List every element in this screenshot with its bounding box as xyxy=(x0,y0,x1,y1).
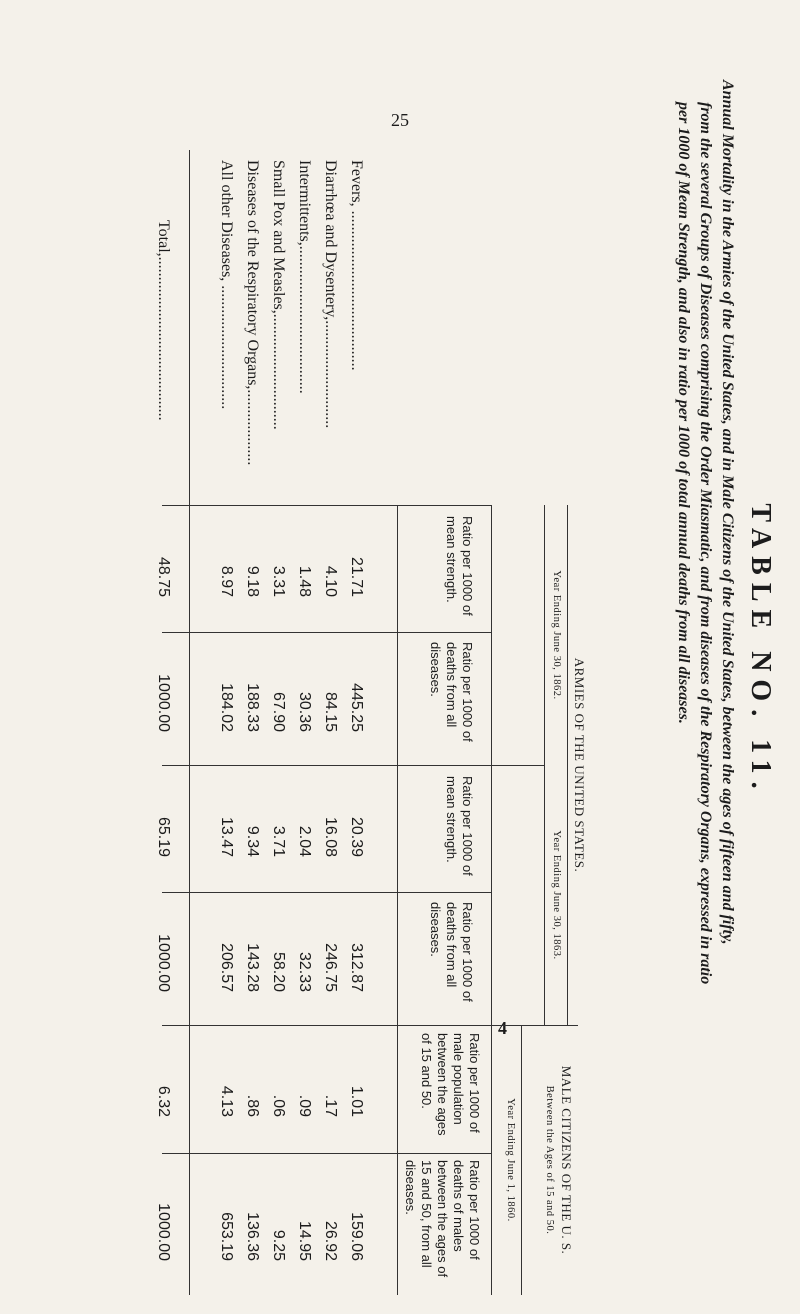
bottom-page-number: 4 xyxy=(498,1018,507,1038)
total-cell: 65.19 xyxy=(155,816,172,857)
table-cell: 30.36 xyxy=(296,691,313,732)
table-cell: 184.02 xyxy=(218,683,235,732)
citizens-header-underline xyxy=(521,1025,522,1295)
total-cell: 1000.00 xyxy=(155,674,172,732)
table-cell: 14.95 xyxy=(296,1220,313,1261)
table-cell: 4.13 xyxy=(218,1085,235,1117)
table-cell: 9.34 xyxy=(244,825,261,857)
table-cell: 206.57 xyxy=(218,943,235,992)
column-header-top-rule xyxy=(491,505,492,1295)
table-title: TABLE NO. 11. xyxy=(745,503,776,797)
column-header: Ratio per 1000 of deaths from all diseases. xyxy=(428,642,475,742)
table-cell: 84.15 xyxy=(322,691,339,732)
table-cell: 312.87 xyxy=(348,943,365,992)
column-header: Ratio per 1000 of mean strength. xyxy=(444,776,475,876)
table-cell: 26.92 xyxy=(322,1220,339,1261)
total-separator-rule xyxy=(189,150,190,1295)
column-header: Ratio per 1000 of deaths of males between the ages of 15 and 50, from all diseases. xyxy=(403,1160,482,1278)
male-citizens-header: MALE CITIZENS OF THE U. S. xyxy=(559,1065,574,1255)
page-number: 25 xyxy=(391,110,409,130)
column-header: Ratio per 1000 of deaths from all diseases. xyxy=(428,902,475,1002)
table-cell: 9.18 xyxy=(244,565,261,597)
armies-underline xyxy=(567,505,568,1025)
table-cell: 2.04 xyxy=(296,825,313,857)
row-label: Diseases of the Respiratory Organs,................... xyxy=(244,160,261,466)
column-header: Ratio per 1000 of mean strength. xyxy=(444,516,475,616)
total-cell: 1000.00 xyxy=(155,1203,172,1261)
table-cell: 3.31 xyxy=(270,565,287,597)
table-cell: 653.19 xyxy=(218,1212,235,1261)
total-cell: 6.32 xyxy=(155,1085,172,1117)
table-cell: 58.20 xyxy=(270,951,287,992)
table-cell: 67.90 xyxy=(270,691,287,732)
row-label: Small Pox and Measles,............................. xyxy=(270,160,287,430)
table-cell: 8.97 xyxy=(218,565,235,597)
row-label: All other Diseases, ............................... xyxy=(218,160,235,410)
caption-line-2: from the several Groups of Diseases comprising the Order Miasmatic, and from diseases of the Respiratory Organs, expressed in ratio xyxy=(697,102,714,985)
column-header: Ratio per 1000 of male population between the ages of 15 and 50. xyxy=(419,1033,482,1136)
table-cell: 143.28 xyxy=(244,943,261,992)
row-label: Diarrhœa and Dysentery,........................... xyxy=(322,160,339,429)
table-cell: 13.47 xyxy=(218,816,235,857)
table-cell: .86 xyxy=(244,1094,261,1117)
caption-line-1: Annual Mortality in the Armies of the United States, and in Male Citizens of the United States, between the ages of fifteen and fifty, xyxy=(719,80,736,945)
table-caption xyxy=(672,80,738,1060)
table-cell: 188.33 xyxy=(244,683,261,732)
table-cell: 3.71 xyxy=(270,825,287,857)
table-cell: .09 xyxy=(296,1094,313,1117)
year-1862-header: Year Ending June 30, 1862. xyxy=(551,570,562,700)
table-cell: 20.39 xyxy=(348,816,365,857)
table-cell: 9.25 xyxy=(270,1229,287,1261)
table-cell: 136.36 xyxy=(244,1212,261,1261)
total-cell: 1000.00 xyxy=(155,934,172,992)
table-cell: .06 xyxy=(270,1094,287,1117)
row-label: Fevers, ........................................ xyxy=(348,160,365,371)
age-range-header: Between the Ages of 15 and 50. xyxy=(544,1085,555,1235)
table-cell: 445.25 xyxy=(348,683,365,732)
armies-header: ARMIES OF THE UNITED STATES. xyxy=(572,657,587,873)
table-cell: 246.75 xyxy=(322,943,339,992)
total-label: Total,......................................... xyxy=(155,220,172,421)
table-cell: 32.33 xyxy=(296,951,313,992)
table-cell: .17 xyxy=(322,1094,339,1117)
year-1860-header: Year Ending June 1, 1860. xyxy=(505,1098,516,1222)
table-cell: 1.01 xyxy=(348,1085,365,1117)
year-1863-header: Year Ending June 30, 1863. xyxy=(551,830,562,960)
table-cell: 159.06 xyxy=(348,1212,365,1261)
table-cell: 16.08 xyxy=(322,816,339,857)
table-cell: 4.10 xyxy=(322,565,339,597)
column-header-bottom-rule xyxy=(397,505,398,1295)
table-cell: 1.48 xyxy=(296,565,313,597)
row-label: Intermittents,..................................... xyxy=(296,160,313,394)
caption-line-3: per 1000 of Mean Strength, and also in ratio per 1000 of total annual deaths from all diseases. xyxy=(675,102,692,724)
table-cell: 21.71 xyxy=(348,556,365,597)
total-cell: 48.75 xyxy=(155,556,172,597)
